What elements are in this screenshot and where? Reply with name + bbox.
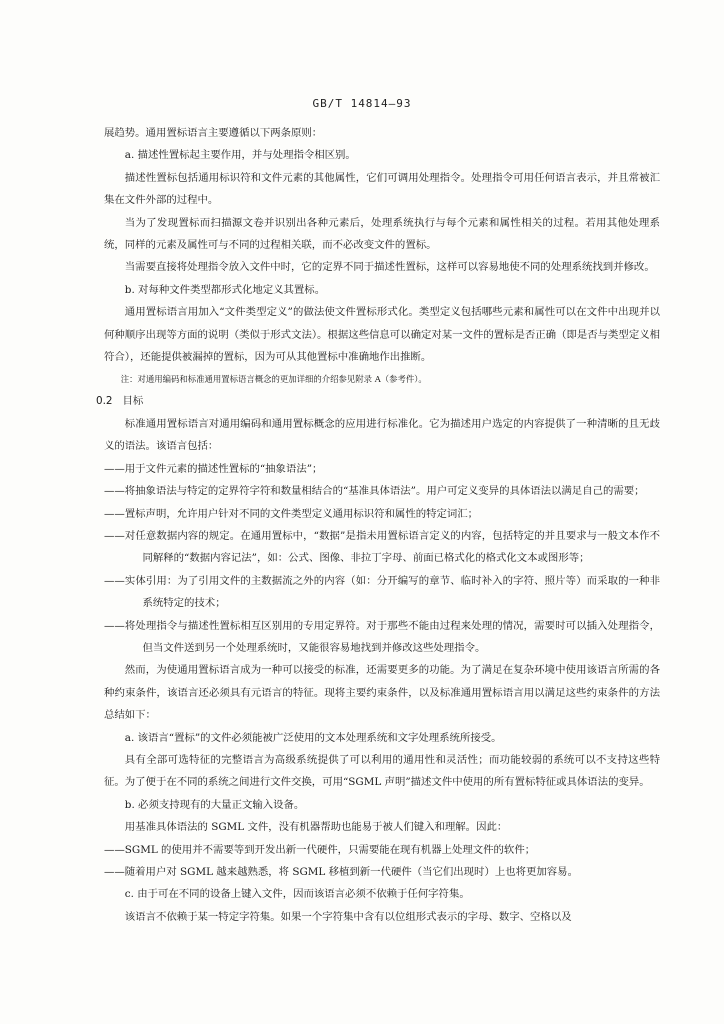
paragraph: 当需要直接将处理指令放入文件中时，它的定界不同于描述性置标，这样可以容易地使不同的处理系统找到并修改。 (124, 261, 655, 274)
list-item: a. 该语言“置标”的文件必须能被广泛使用的文本处理系统和文字处理系统所接受。 (124, 731, 502, 744)
paragraph: 用基准具体语法的 SGML 文件，没有机器帮助也能易于被人们键入和理解。因此： (124, 821, 508, 834)
section-number: 0.2 (96, 395, 113, 408)
paragraph: 标准通用置标语言对通用编码和通用置标概念的应用进行标准化。它为描述用户选定的内容提供了一种清晰的且无歧义的语法。该语言包括： (104, 417, 660, 453)
list-item: b. 对每种文件类型都形式化地定义其置标。 (124, 283, 326, 296)
section-title: 目标 (122, 395, 144, 408)
list-item: a. 描述性置标起主要作用，并与处理指令相区别。 (124, 149, 356, 162)
paragraph: 具有全部可选特征的完整语言为高级系统提供了可以利用的通用性和灵活性；而功能较弱的系统可以不支持这些特征。为了便于在不同的系统之间进行文件交换，可用“SGML 声明”描述文件中使用的所有置标特征或具体语法的变异。 (104, 753, 660, 789)
paragraph: 描述性置标包括通用标识符和文件元素的其他属性，它们可调用处理指令。处理指令可用任何语言表示，并且常被汇集在文件外部的过程中。 (104, 171, 660, 207)
dash-list-item: ——用于文件元素的描述性置标的“抽象语法”； (104, 462, 323, 475)
dash-list-item: ——置标声明，允许用户针对不同的文件类型定义通用标识符和属性的特定词汇； (104, 507, 479, 520)
section-heading (96, 390, 660, 412)
dash-list-item: ——实体引用：为了引用文件的主数据流之外的内容（如：分开编写的章节、临时补入的字符、照片等）而采取的一种非系统特定的技术； (104, 574, 660, 610)
note: 注：对通用编码和标准通用置标语言概念的更加详细的介绍参见附录 A（参考件）。 (120, 374, 427, 385)
list-item: b. 必须支持现有的大量正文输入设备。 (124, 798, 305, 811)
paragraph: 当为了发现置标而扫描源文卷并识别出各种元素后，处理系统执行与每个元素和属性相关的过程。若用其他处理系统，同样的元素及属性可与不同的过程相关联，而不必改变文件的置标。 (104, 216, 660, 252)
paragraph: 然而，为使通用置标语言成为一种可以接受的标准，还需要更多的功能。为了满足在复杂环境中使用该语言所需的各种约束条件，该语言还必须具有元语言的特征。现将主要约束条件，以及标准通用置标语言用以满足这些约束条件的方法总结如下： (104, 664, 660, 722)
paragraph: 展趋势。通用置标语言主要遵循以下两条原则： (104, 127, 323, 139)
document-body (96, 122, 660, 928)
paragraph: 通用置标语言用加入“文件类型定义”的做法使文件置标形式化。类型定义包括哪些元素和属性可以在文件中出现并以何种顺序出现等方面的说明（类似于形式文法）。根据这些信息可以确定对某一文件的置标是否正确（即是否与类型定义相符合），还能提供被漏掉的置标，因为可从其他置标中准确地作出推断。 (104, 306, 660, 364)
dash-list-item: ——将抽象语法与特定的定界符字符和数量相结合的“基准具体语法”。用户可定义变异的具体语法以满足自己的需要； (104, 485, 645, 498)
dash-list-item: ——对任意数据内容的规定。在通用置标中，“数据”是指未用置标语言定义的内容，包括特定的并且要求与一般文本作不同解释的“数据内容记法”，如：公式、图像、非拉丁字母、前面已格式化的格式化文本或图形等； (104, 529, 660, 565)
list-item: c. 由于可在不同的设备上键入文件，因而该语言必须不依赖于任何字符集。 (124, 888, 470, 901)
dash-list-item: ——将处理指令与描述性置标相互区别用的专用定界符。对于那些不能由过程来处理的情况，需要时可以插入处理指令，但当文件送到另一个处理系统时，又能很容易地找到并修改这些处理指令。 (104, 619, 660, 654)
dash-list-item: ——随着用户对 SGML 越来越熟悉，将 SGML 移植到新一代硬件（当它们出现时）上也将更加容易。 (104, 866, 578, 878)
page-header: GB/T 14814—93 (312, 97, 412, 110)
dash-list-item: ——SGML 的使用并不需要等到开发出新一代硬件，只需要能在现有机器上处理文件的软件； (104, 843, 536, 856)
paragraph: 该语言不依赖于某一特定字符集。如果一个字符集中含有以位组形式表示的字母、数字、空格以及 (124, 910, 572, 923)
